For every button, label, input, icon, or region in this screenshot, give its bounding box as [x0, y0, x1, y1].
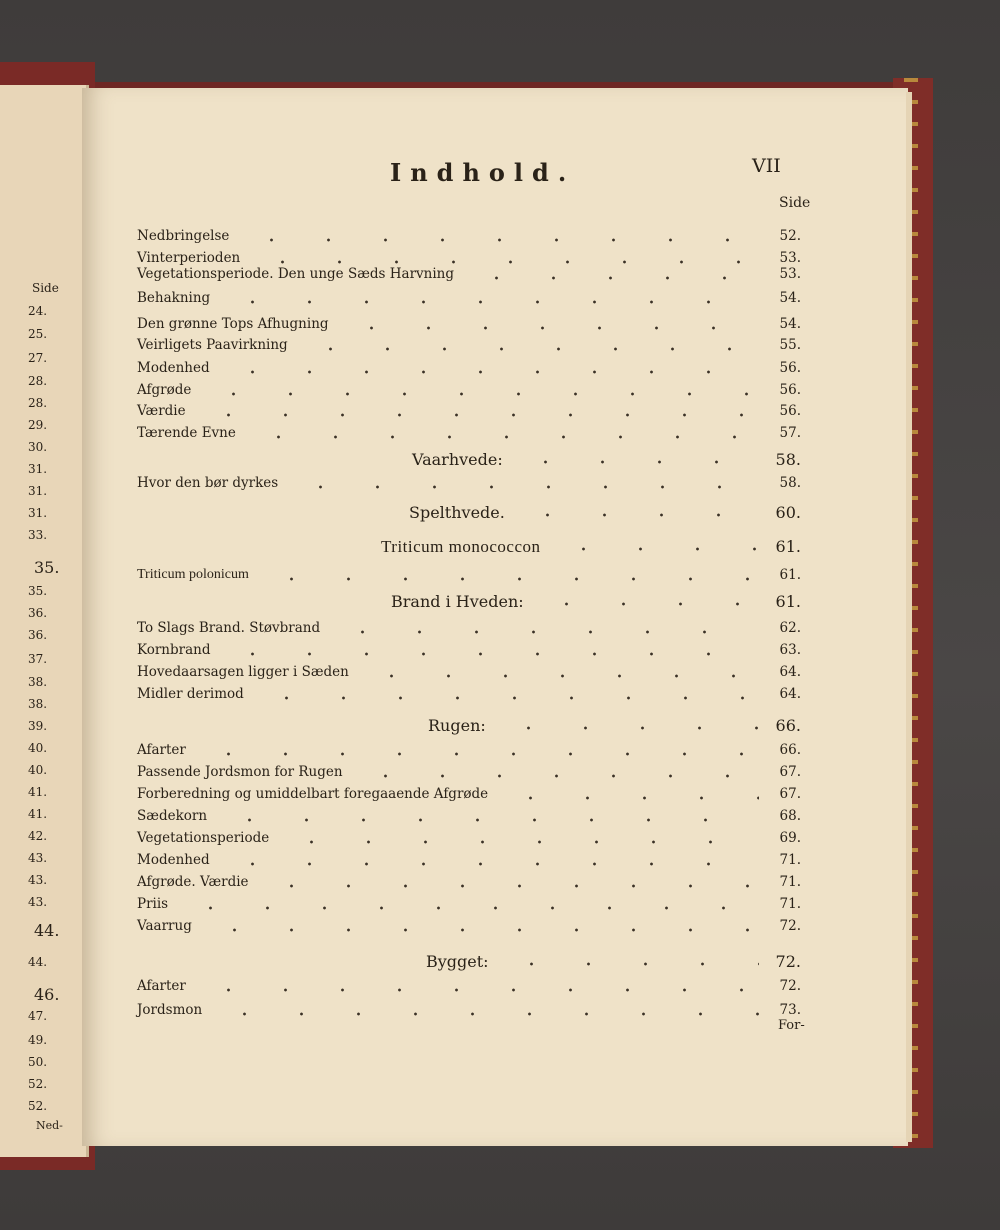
toc-entry-row: [0, 786, 1000, 810]
toc-entry-label: Vegetationsperiode: [137, 830, 270, 846]
dot-leader: [200, 412, 759, 418]
toc-entry-row: [0, 896, 1000, 920]
left-page-number: 35.: [28, 584, 48, 598]
toc-entry-label: Veirligets Paavirkning: [137, 337, 288, 353]
toc-entry-page: 56.: [779, 382, 801, 398]
dot-leader: [243, 237, 759, 243]
left-page-number: 31.: [28, 506, 48, 520]
left-page-number: 44.: [34, 921, 60, 940]
toc-entry-row: [0, 290, 1000, 314]
dot-leader: [517, 459, 759, 465]
toc-entry-page: 63.: [779, 642, 801, 658]
toc-entry-label: Triticum polonicum: [137, 567, 249, 582]
toc-entry-label: Afarter: [137, 742, 186, 758]
toc-section-row: [0, 503, 1000, 527]
left-page-number: 38.: [28, 675, 48, 689]
left-page-number: 44.: [28, 955, 48, 969]
toc-entry-label: Sædekorn: [137, 808, 208, 824]
toc-entry-label: Modenhed: [137, 852, 210, 868]
toc-entry-label: Modenhed: [137, 360, 210, 376]
toc-entry-page: 56.: [779, 360, 801, 376]
toc-entry-page: 53.: [779, 266, 801, 282]
toc-entry-page: 53.: [779, 250, 801, 266]
toc-entry-page: 57.: [779, 425, 801, 441]
toc-entry-page: 71.: [779, 896, 801, 912]
left-page-number: 25.: [28, 327, 48, 341]
dot-leader: [263, 576, 759, 582]
toc-entry-label: Tærende Evne: [137, 425, 236, 441]
dot-leader: [538, 601, 759, 607]
toc-entry-page: 71.: [779, 874, 801, 890]
toc-entry-page: 72.: [779, 978, 801, 994]
toc-entry-page: 62.: [779, 620, 801, 636]
toc-entry-row: [0, 620, 1000, 644]
side-column-header: Side: [779, 195, 811, 211]
toc-section-row: [0, 450, 1000, 474]
dot-leader: [363, 673, 759, 679]
dot-leader: [283, 839, 759, 845]
toc-entry-label: Midler derimod: [137, 686, 244, 702]
dot-leader: [221, 817, 759, 823]
toc-entry-page: 66.: [779, 742, 801, 758]
dot-leader: [200, 751, 759, 757]
left-page-number: 39.: [28, 719, 48, 733]
left-page-number: 38.: [28, 697, 48, 711]
toc-entry-label: Bygget:: [426, 952, 489, 971]
dot-leader: [182, 905, 759, 911]
toc-entry-label: Hovedaarsagen ligger i Sæden: [137, 664, 349, 680]
dot-leader: [502, 795, 759, 801]
dot-leader: [357, 773, 759, 779]
left-page-number: 40.: [28, 741, 48, 755]
dot-leader: [206, 927, 759, 933]
left-page-number: 28.: [28, 374, 48, 388]
toc-entry-row: [0, 874, 1000, 898]
dot-leader: [205, 391, 759, 397]
left-page-number: 28.: [28, 396, 48, 410]
toc-entry-row: [0, 1002, 1000, 1026]
toc-entry-row: [0, 403, 1000, 427]
left-page-number: 52.: [28, 1099, 48, 1113]
left-page-number: 43.: [28, 895, 48, 909]
toc-entry-label: Vegetationsperiode. Den unge Sæds Harvning: [137, 266, 454, 282]
toc-entry-row: [0, 475, 1000, 499]
left-page-number: 29.: [28, 418, 48, 432]
toc-entry-label: Forberedning og umiddelbart foregaaende Afgrøde: [137, 786, 489, 802]
toc-entry-label: Værdie: [137, 403, 186, 419]
toc-section-row: [0, 537, 1000, 561]
toc-entry-row: [0, 642, 1000, 666]
dot-leader: [500, 725, 759, 731]
toc-entry-page: 56.: [779, 403, 801, 419]
toc-entry-page: 72.: [775, 952, 801, 971]
left-page-number: 49.: [28, 1033, 48, 1047]
toc-entry-row: [0, 567, 1000, 591]
dot-leader: [263, 883, 759, 889]
dot-leader: [468, 275, 759, 281]
toc-entry-label: Vaarrug: [137, 918, 192, 934]
toc-entry-page: 71.: [779, 852, 801, 868]
toc-section-row: [0, 716, 1000, 740]
toc-entry-label: Jordsmon: [137, 1002, 203, 1018]
left-page-number: 30.: [28, 440, 48, 454]
toc-entry-label: Nedbringelse: [137, 228, 230, 244]
left-page-number: 37.: [28, 652, 48, 666]
toc-entry-row: [0, 425, 1000, 449]
left-page-number: 24.: [28, 304, 48, 318]
toc-section-row: [0, 952, 1000, 976]
toc-entry-page: 52.: [779, 228, 801, 244]
left-page-number: 52.: [28, 1077, 48, 1091]
left-page-number: 43.: [28, 873, 48, 887]
toc-entry-page: 72.: [779, 918, 801, 934]
dot-leader: [292, 484, 759, 490]
left-page-number: 41.: [28, 807, 48, 821]
toc-entry-label: Kornbrand: [137, 642, 211, 658]
toc-entry-row: [0, 852, 1000, 876]
dot-leader: [224, 299, 759, 305]
toc-section-row: [0, 592, 1000, 616]
toc-entry-label: Rugen:: [428, 716, 486, 735]
toc-entry-label: Passende Jordsmon for Rugen: [137, 764, 343, 780]
toc-entry-row: [0, 337, 1000, 361]
toc-entry-row: [0, 918, 1000, 942]
dot-leader: [343, 325, 759, 331]
toc-entry-label: Behakning: [137, 290, 211, 306]
toc-entry-label: Den grønne Tops Afhugning: [137, 316, 329, 332]
left-page-number: 46.: [34, 985, 60, 1004]
toc-entry-page: 54.: [779, 316, 801, 332]
toc-entry-page: 69.: [779, 830, 801, 846]
toc-entry-label: Afgrøde: [137, 382, 192, 398]
dot-leader: [555, 546, 760, 552]
toc-entry-page: 68.: [779, 808, 801, 824]
toc-entry-label: Priis: [137, 896, 169, 912]
dot-leader: [224, 369, 759, 375]
toc-entry-page: 64.: [779, 686, 801, 702]
toc-entry-page: 60.: [775, 503, 801, 522]
toc-entry-row: [0, 228, 1000, 252]
left-page-number: 35.: [34, 558, 60, 577]
toc-entry-page: 54.: [779, 290, 801, 306]
toc-entry-row: [0, 978, 1000, 1002]
left-page-number: 31.: [28, 462, 48, 476]
dot-leader: [200, 987, 759, 993]
dot-leader: [503, 961, 759, 967]
left-page-number: 36.: [28, 628, 48, 642]
toc-entry-row: [0, 686, 1000, 710]
page-number: VII: [752, 155, 781, 177]
toc-entry-label: Hvor den bør dyrkes: [137, 475, 279, 491]
left-page-catchword: Ned-: [36, 1119, 63, 1132]
toc-entry-page: 73.: [779, 1002, 801, 1018]
toc-entry-page: 66.: [775, 716, 801, 735]
dot-leader: [258, 695, 759, 701]
toc-entry-label: Vinterperioden: [137, 250, 241, 266]
left-page-number: 31.: [28, 484, 48, 498]
page-title: Indhold.: [390, 158, 576, 187]
toc-entry-label: Triticum monococcon: [381, 537, 541, 556]
toc-entry-row: [0, 830, 1000, 854]
toc-entry-row: [0, 742, 1000, 766]
dot-leader: [302, 346, 759, 352]
toc-entry-page: 55.: [779, 337, 801, 353]
toc-entry-label: Vaarhvede:: [412, 450, 503, 469]
toc-entry-page: 61.: [779, 567, 801, 583]
catchword: For-: [778, 1018, 805, 1033]
dot-leader: [224, 651, 759, 657]
left-page-number: 36.: [28, 606, 48, 620]
toc-entry-page: 64.: [779, 664, 801, 680]
toc-entry-page: 67.: [779, 786, 801, 802]
left-page-number: 33.: [28, 528, 48, 542]
toc-entry-page: 61.: [775, 592, 801, 611]
left-page-number: 42.: [28, 829, 48, 843]
left-page-number: 43.: [28, 851, 48, 865]
toc-entry-row: [0, 764, 1000, 788]
dot-leader: [519, 512, 759, 518]
toc-entry-label: Brand i Hveden:: [391, 592, 524, 611]
dot-leader: [254, 259, 759, 265]
left-page-number: 27.: [28, 351, 48, 365]
toc-entry-page: 61.: [775, 537, 801, 556]
toc-entry-label: Afgrøde. Værdie: [137, 874, 249, 890]
left-page-number: 50.: [28, 1055, 48, 1069]
toc-entry-label: Afarter: [137, 978, 186, 994]
toc-entry-row: [0, 808, 1000, 832]
toc-entry-row: [0, 266, 1000, 290]
toc-entry-page: 58.: [779, 475, 801, 491]
dot-leader: [224, 861, 759, 867]
left-page-number: 40.: [28, 763, 48, 777]
left-page-number: 47.: [28, 1009, 48, 1023]
toc-entry-label: Spelthvede.: [409, 503, 505, 522]
dot-leader: [250, 434, 759, 440]
left-page-number: 41.: [28, 785, 48, 799]
toc-entry-page: 67.: [779, 764, 801, 780]
dot-leader: [334, 629, 759, 635]
toc-entry-row: [0, 360, 1000, 384]
toc-entry-row: [0, 664, 1000, 688]
left-page-side-header: Side: [32, 281, 59, 295]
toc-entry-page: 58.: [775, 450, 801, 469]
toc-entry-label: To Slags Brand. Støvbrand: [137, 620, 321, 636]
dot-leader: [216, 1011, 759, 1017]
